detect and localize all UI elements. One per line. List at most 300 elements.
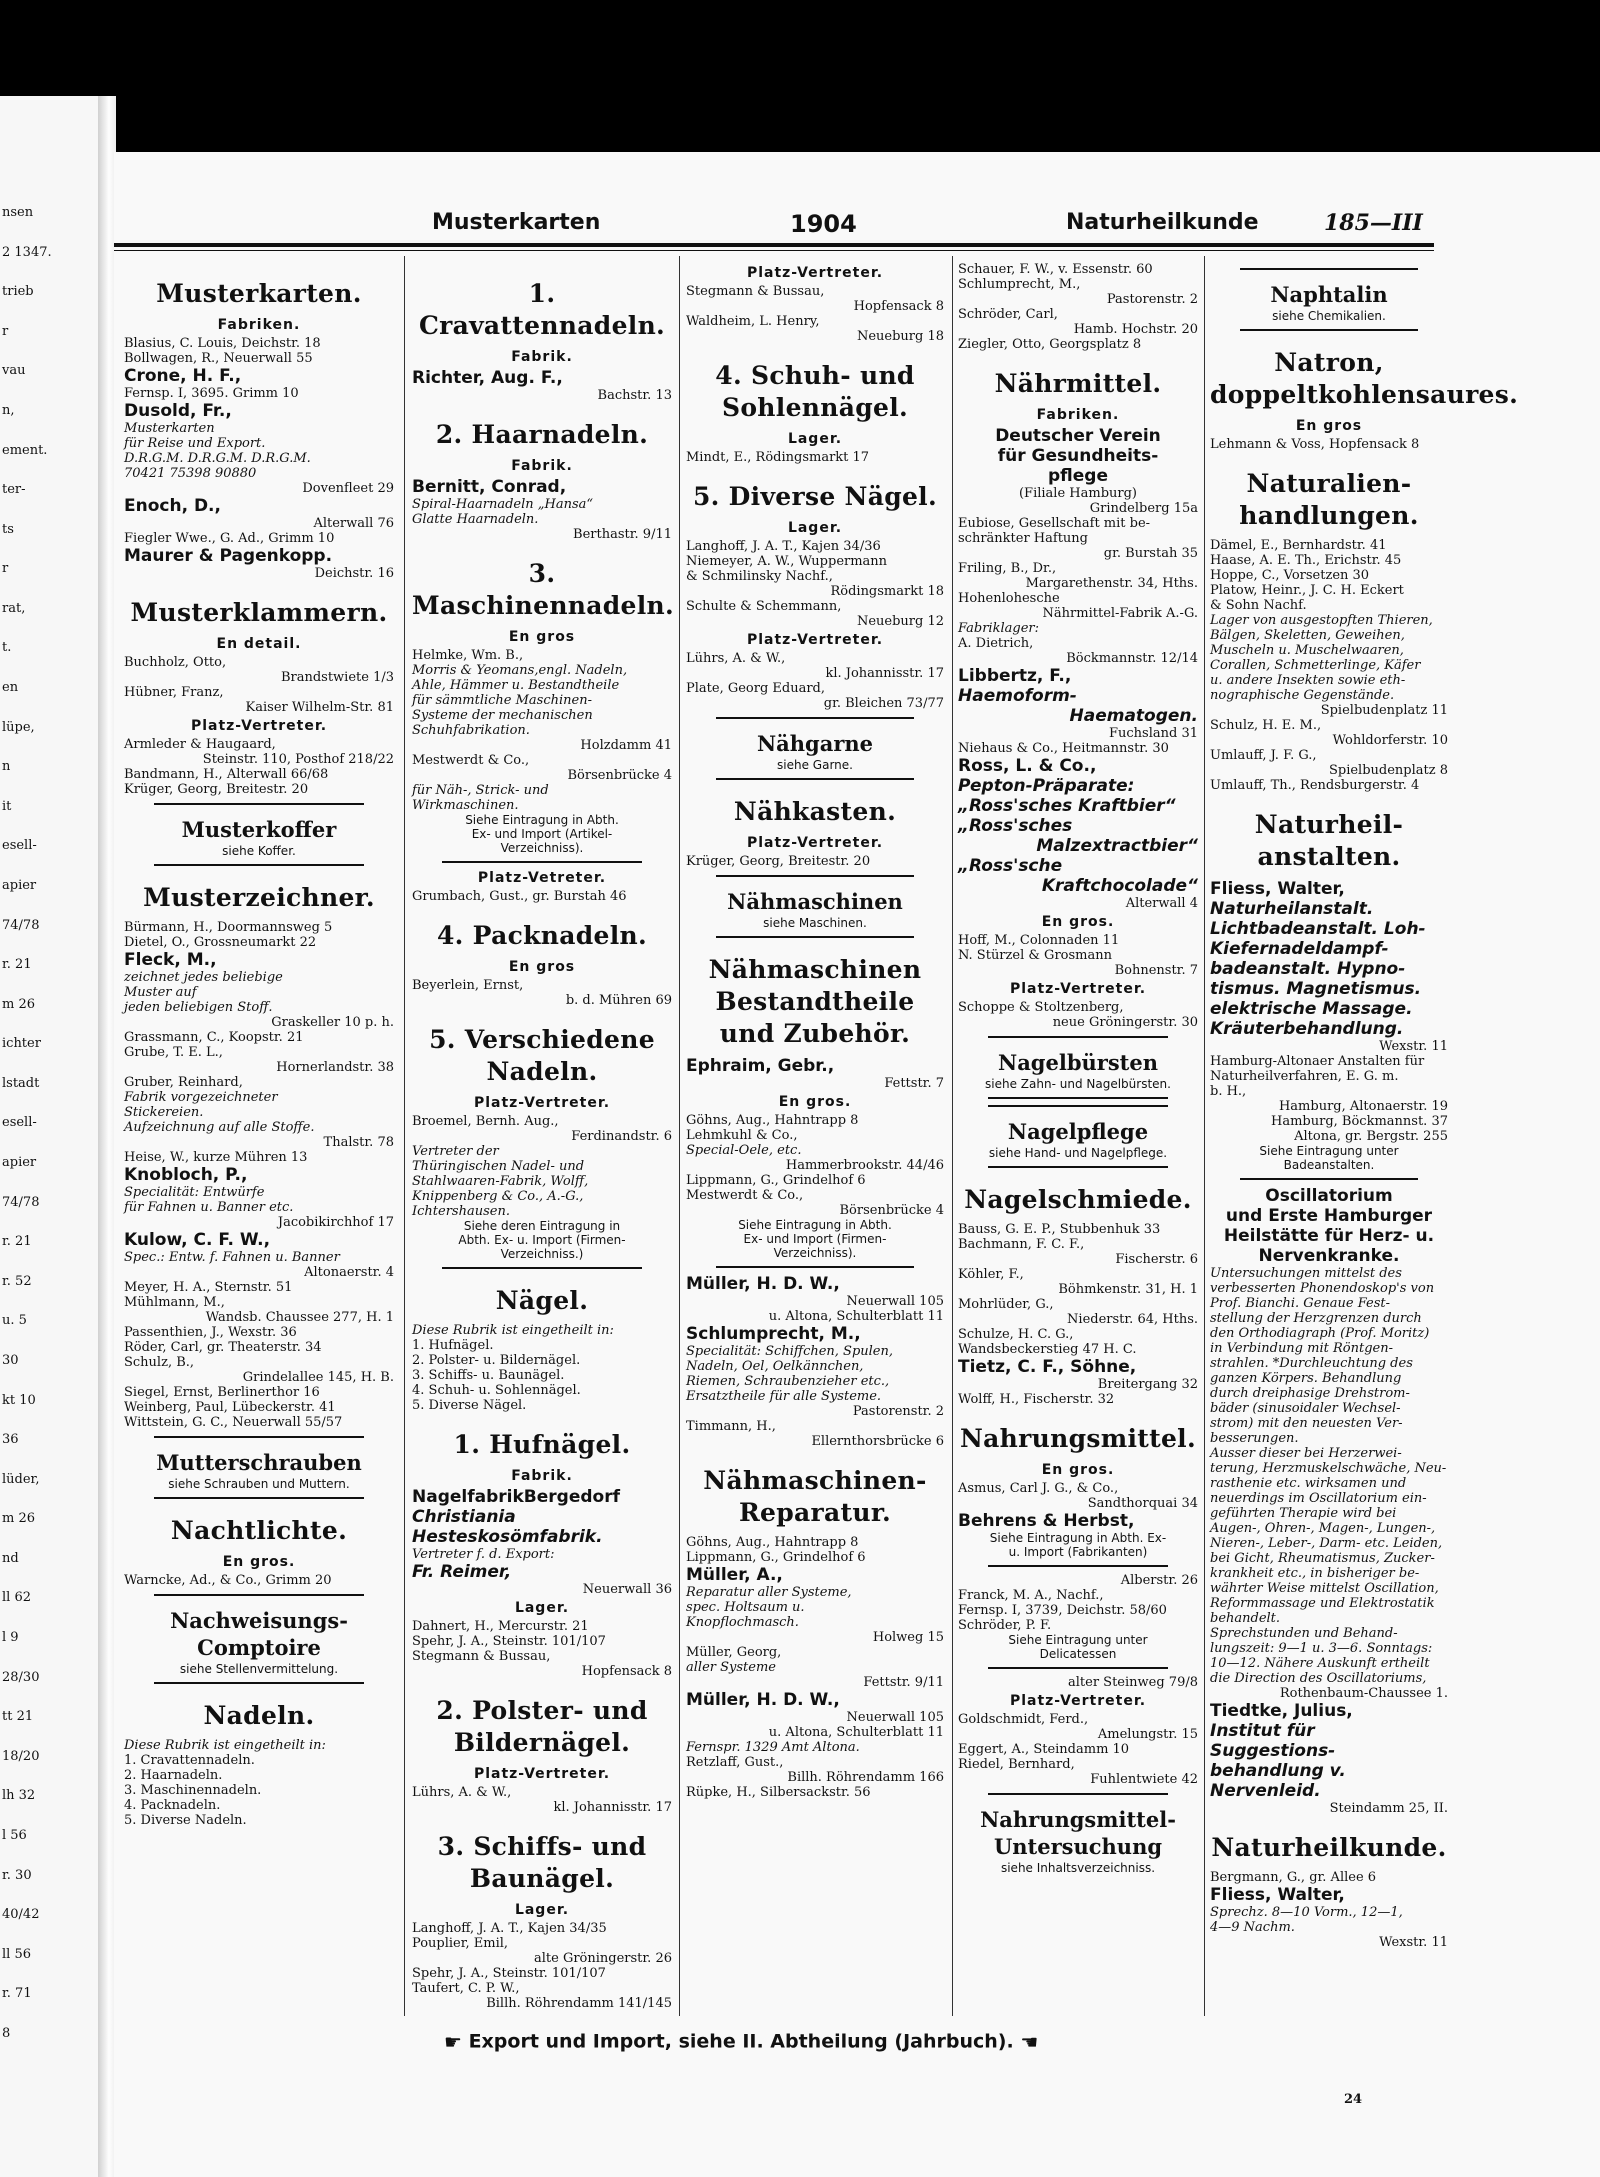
left-page-text: ll 62 <box>2 1590 31 1606</box>
entry: Broemel, Bernh. Aug., <box>412 1114 559 1129</box>
entry: Bergmann, G., gr. Allee 6 <box>1210 1870 1377 1885</box>
heading: Musterkarten. <box>156 279 362 308</box>
subheading: En gros <box>1295 418 1363 434</box>
firm-name: Libbertz, F., <box>958 666 1072 686</box>
entry-address: Amelungstr. 15 <box>1097 1727 1198 1742</box>
entry: Stegmann & Bussau, <box>412 1649 551 1664</box>
entry-address: neue Gröningerstr. 30 <box>1052 1015 1198 1030</box>
entry-address: Wandsb. Chaussee 277, H. 1 <box>205 1310 394 1325</box>
heading: 4. Schuh- und Sohlennägel. <box>715 361 915 422</box>
entry-note: 10—12. Nähere Auskunft ertheilt <box>1210 1656 1430 1671</box>
firm-tagline: Kraftchocolade“ <box>1041 876 1198 896</box>
entry-address: Wexstr. 11 <box>1379 1039 1448 1054</box>
left-page-text: lüpe, <box>2 719 35 735</box>
entry-note: 4—9 Nachm. <box>1210 1920 1295 1935</box>
left-page-text: u. 5 <box>2 1313 27 1329</box>
entry-note: Specialität: Entwürfe <box>124 1185 265 1200</box>
entry-note: Specialität: Schiffchen, Spulen, <box>686 1344 894 1359</box>
section-rule <box>154 1497 364 1499</box>
entry-address: Alberstr. 26 <box>1120 1573 1198 1588</box>
firm-name: Behrens & Herbst, <box>958 1511 1135 1531</box>
cross-reference: siehe Garne. <box>777 758 853 772</box>
heading: Nägel. <box>495 1286 589 1315</box>
entry-address: Rothenbaum-Chaussee 1. <box>1279 1686 1448 1701</box>
entry: Grube, T. E. L., <box>124 1045 223 1060</box>
firm-tagline: elektrische Massage. <box>1210 999 1413 1019</box>
cross-reference: siehe Chemikalien. <box>1272 309 1386 323</box>
cross-reference: siehe Zahn- und Nagelbürsten. <box>985 1077 1171 1091</box>
entry-address: Steinstr. 110, Posthof 218/22 <box>202 752 394 767</box>
entry-address: Steindamm 25, II. <box>1329 1801 1448 1816</box>
entry: 4. Schuh- u. Sohlennägel. <box>412 1383 581 1398</box>
left-page-text: lh 32 <box>2 1788 36 1804</box>
cross-reference: Badeanstalten. <box>1283 1158 1375 1172</box>
entry-note: besserungen. <box>1210 1431 1299 1446</box>
entry-address: Hamburg, Altonaerstr. 19 <box>1278 1099 1448 1114</box>
firm-tagline: Christiania <box>412 1507 516 1527</box>
entry: Siegel, Ernst, Berlinerthor 16 <box>124 1385 320 1400</box>
rubric-heading: Nahrungsmittel- <box>980 1807 1176 1832</box>
cross-reference: siehe Maschinen. <box>763 916 867 930</box>
cross-reference: Delicatessen <box>1039 1647 1117 1661</box>
entry-address: Ellernthorsbrücke 6 <box>811 1434 944 1449</box>
left-page-text: lstadt <box>2 1075 40 1091</box>
section-rule <box>442 861 642 863</box>
header-rule-thin <box>114 250 1434 251</box>
entry-address: Alterwall 4 <box>1125 896 1198 911</box>
left-page-text: ter- <box>2 482 26 498</box>
subheading: Lager. <box>514 1600 570 1616</box>
left-page-text: m 26 <box>2 1511 36 1527</box>
entry: Retzlaff, Gust., <box>686 1755 784 1770</box>
entry-note: terung, Herzmuskelschwäche, Neu- <box>1210 1461 1447 1476</box>
entry: Schoppe & Stoltzenberg, <box>958 1000 1124 1015</box>
left-page-text: apier <box>2 877 37 893</box>
entry-address: Hopfensack 8 <box>581 1664 672 1679</box>
left-page-text: esell- <box>2 838 37 854</box>
heading: Nagelschmiede. <box>964 1185 1192 1214</box>
entry: Wandsbeckerstieg 47 H. C. <box>958 1342 1137 1357</box>
entry-note: verbesserten Phonendoskop's von <box>1210 1281 1435 1296</box>
firm-name: Richter, Aug. F., <box>412 368 563 388</box>
entry: Niehaus & Co., Heitmannstr. 30 <box>958 741 1169 756</box>
firm-name: Fleck, M., <box>124 950 217 970</box>
entry-note: strom) mit den neuesten Ver- <box>1210 1416 1403 1431</box>
section-rule <box>154 803 364 805</box>
section-rule <box>1240 268 1418 270</box>
left-page-text: l 9 <box>2 1630 19 1645</box>
entry-note: Nadeln, Oel, Oelkännchen, <box>686 1359 864 1374</box>
firm-tagline: Malzextractbier“ <box>1036 836 1198 856</box>
entry-address: Deichstr. 16 <box>314 566 394 581</box>
cross-reference: siehe Inhaltsverzeichniss. <box>1000 1861 1156 1875</box>
entry: 5. Diverse Nadeln. <box>124 1813 247 1828</box>
firm-tagline: Hesteskosömfabrik. <box>412 1527 603 1547</box>
entry-note: Untersuchungen mittelst des <box>1210 1266 1402 1281</box>
cross-reference: siehe Stellenvermittelung. <box>179 1662 339 1676</box>
entry-note: jeden beliebigen Stoff. <box>124 1000 273 1015</box>
section-rule <box>988 1097 1168 1099</box>
rubric-heading: Naphtalin <box>1270 282 1388 307</box>
firm-tagline: Haematogen. <box>1069 706 1198 726</box>
firm-name: NagelfabrikBergedorf <box>412 1487 620 1507</box>
entry: Lippmann, G., Grindelhof 6 <box>686 1173 866 1188</box>
entry: Timmann, H., <box>686 1419 776 1434</box>
firm-name: pflege <box>1048 466 1108 486</box>
entry-address: b. d. Mühren 69 <box>565 993 672 1008</box>
entry: Schlumprecht, M., <box>958 277 1081 292</box>
entry-address: Böhmkenstr. 31, H. 1 <box>1058 1282 1198 1297</box>
section-rule <box>716 778 914 780</box>
firm-name: und Erste Hamburger <box>1225 1206 1433 1226</box>
entry: Hoppe, C., Vorsetzen 30 <box>1210 568 1370 583</box>
rubric-heading: Nähmaschinen <box>727 889 903 914</box>
entry: Krüger, Georg, Breitestr. 20 <box>686 854 871 869</box>
left-page-text: ts <box>2 521 14 537</box>
cross-reference: siehe Schrauben und Muttern. <box>168 1477 350 1491</box>
firm-tagline: Kiefernadeldampf- <box>1210 939 1389 959</box>
entry: Lippmann, G., Grindelhof 6 <box>686 1550 866 1565</box>
entry-address: Kaiser Wilhelm-Str. 81 <box>245 700 394 715</box>
entry: Schulte & Schemmann, <box>686 599 842 614</box>
entry-note: neuerdings im Oscillatorium ein- <box>1210 1491 1427 1506</box>
entry-address: Jacobikirchhof 17 <box>277 1215 394 1230</box>
firm-tagline: Suggestions- <box>1210 1741 1336 1761</box>
firm-tagline: tismus. Magnetismus. <box>1210 979 1422 999</box>
entry-address: Breitergang 32 <box>1097 1377 1198 1392</box>
heading: Musterklammern. <box>130 598 388 627</box>
subheading: Fabrik. <box>511 1468 573 1484</box>
heading: 2. Polster- und Bildernägel. <box>436 1696 648 1757</box>
subheading: Platz-Vetreter. <box>477 870 607 886</box>
left-page-text: n, <box>2 402 15 418</box>
left-page-text: r. 21 <box>2 957 32 973</box>
heading: Nahrungsmittel. <box>960 1424 1196 1453</box>
left-page-text: esell- <box>2 1115 37 1131</box>
cross-reference: Siehe Eintragung unter <box>1259 1144 1399 1158</box>
heading: Nadeln. <box>203 1701 315 1730</box>
entry-address: Wohldorferstr. 10 <box>1332 733 1448 748</box>
firm-tagline: Naturheilanstalt. <box>1210 899 1374 919</box>
entry-address: Fischerstr. 6 <box>1115 1252 1198 1267</box>
subheading: Platz-Vertreter. <box>1009 981 1147 997</box>
entry-address: alter Steinweg 79/8 <box>1068 1675 1198 1690</box>
entry: Passenthien, J., Wexstr. 36 <box>124 1325 297 1340</box>
entry-note: Fabrik vorgezeichneter <box>124 1090 278 1105</box>
entry-address: Holweg 15 <box>872 1630 944 1645</box>
entry: N. Stürzel & Grosmann <box>958 948 1112 963</box>
heading: Nähmaschinen- Reparatur. <box>703 1466 927 1527</box>
cross-reference: u. Import (Fabrikanten) <box>1008 1545 1148 1559</box>
left-page-text: r. 21 <box>2 1234 32 1250</box>
entry: 1. Hufnägel. <box>412 1338 494 1353</box>
left-page-text: vau <box>2 363 26 379</box>
firm-name: Heilstätte für Herz- u. <box>1223 1226 1435 1246</box>
subheading: En gros <box>508 959 576 975</box>
section-rule <box>154 1594 364 1596</box>
left-page-text: 2 1347. <box>2 244 52 260</box>
left-page-text: n <box>2 759 11 775</box>
cross-reference: Siehe Eintragung unter <box>1008 1633 1148 1647</box>
entry: Helmke, Wm. B., <box>412 648 524 663</box>
entry-note: 70421 75398 90880 <box>124 466 257 481</box>
entry: Spehr, J. A., Steinstr. 101/107 <box>412 1966 606 1981</box>
cross-reference: Ex- und Import (Artikel- <box>471 827 613 841</box>
entry-note: Bälgen, Skeletten, Geweihen, <box>1210 628 1405 643</box>
entry-address: Sandthorquai 34 <box>1087 1496 1198 1511</box>
entry-address: Hopfensack 8 <box>853 299 944 314</box>
subheading: Lager. <box>787 520 843 536</box>
entry-note: Vertreter der <box>412 1144 499 1159</box>
section-rule <box>1240 329 1418 331</box>
firm-name: Kulow, C. F. W., <box>124 1230 271 1250</box>
firm-name: Schlumprecht, M., <box>686 1324 861 1344</box>
entry-address: Hamburg, Böckmannst. 37 <box>1271 1114 1448 1129</box>
entry: Bauss, G. E. P., Stubbenhuk 33 <box>958 1222 1161 1237</box>
entry-note: für Fahnen u. Banner etc. <box>124 1200 294 1215</box>
section-rule <box>716 875 914 877</box>
column-5 <box>1210 262 1519 1950</box>
left-page-text: tt 21 <box>2 1709 34 1725</box>
rubric-heading: Nagelpflege <box>1007 1119 1149 1144</box>
left-page-text: 8 <box>2 2025 11 2041</box>
entry: Weinberg, Paul, Lübeckerstr. 41 <box>124 1400 336 1415</box>
entry: schränkter Haftung <box>958 531 1088 546</box>
subheading: Platz-Vertreter. <box>1009 1693 1147 1709</box>
entry: Plate, Georg Eduard, <box>686 681 826 696</box>
cross-reference: Siehe Eintragung in Abth. Ex- <box>989 1531 1167 1545</box>
entry: & Sohn Nachf. <box>1210 598 1307 613</box>
left-page-text: r <box>2 323 9 339</box>
entry: b. H., <box>1210 1084 1247 1099</box>
entry: Rüpke, H., Silbersackstr. 56 <box>686 1785 871 1800</box>
entry-note: Musterkarten <box>124 421 215 436</box>
entry: 3. Maschinennadeln. <box>124 1783 262 1798</box>
entry: Köhler, F., <box>958 1267 1024 1282</box>
heading: Nachtlichte. <box>170 1516 348 1545</box>
entry: Hamburg-Altonaer Anstalten für <box>1210 1054 1425 1069</box>
entry: Hübner, Franz, <box>124 685 224 700</box>
entry-note: Riemen, Schraubenzieher etc., <box>686 1374 890 1389</box>
entry-address: Dovenfleet 29 <box>302 481 394 496</box>
subheading: Lager. <box>787 431 843 447</box>
entry-note: Vertreter f. d. Export: <box>412 1547 555 1562</box>
subheading: Platz-Vertreter. <box>190 718 328 734</box>
entry: 2. Haarnadeln. <box>124 1768 223 1783</box>
entry: Buchholz, Otto, <box>124 655 227 670</box>
section-rule <box>154 864 364 866</box>
entry: Langhoff, J. A. T., Kajen 34/35 <box>412 1921 607 1936</box>
entry-address: Börsenbrücke 4 <box>567 768 672 783</box>
entry-note: Augen-, Ohren-, Magen-, Lungen-, <box>1210 1521 1436 1536</box>
cross-reference: Abth. Ex- u. Import (Firmen- <box>458 1233 626 1247</box>
firm-name: Müller, H. D. W., <box>686 1274 840 1294</box>
firm-tagline: Kräuterbehandlung. <box>1210 1019 1404 1039</box>
entry-note: Reparatur aller Systeme, <box>686 1585 852 1600</box>
left-page-text: lüder, <box>2 1471 40 1487</box>
entry-address: Nährmittel-Fabrik A.-G. <box>1042 606 1198 621</box>
entry-note: Fabriklager: <box>958 621 1039 636</box>
entry-note: bei Gicht, Rheumatismus, Zucker- <box>1210 1551 1435 1566</box>
entry: Fiegler Wwe., G. Ad., Grimm 10 <box>124 531 335 546</box>
entry: Mestwerdt & Co., <box>686 1188 804 1203</box>
running-head-right: Naturheilkunde <box>1066 210 1259 235</box>
entry-note: Spiral-Haarnadeln „Hansa“ <box>412 497 594 512</box>
entry: Lehmkuhl & Co., <box>686 1128 798 1143</box>
cross-reference: Verzeichniss.) <box>500 1247 584 1261</box>
heading: 5. Verschiedene Nadeln. <box>429 1025 655 1086</box>
entry: 2. Polster- u. Bildernägel. <box>412 1353 581 1368</box>
entry: Wittstein, G. C., Neuerwall 55/57 <box>124 1415 343 1430</box>
entry-note: Ahle, Hämmer u. Bestandtheile <box>412 678 620 693</box>
cross-reference: Ex- und Import (Firmen- <box>743 1232 887 1246</box>
entry: Lührs, A. & W., <box>686 651 786 666</box>
entry: Fernsp. I, 3739, Deichstr. 58/60 <box>958 1603 1167 1618</box>
entry-note: behandelt. <box>1210 1611 1281 1626</box>
entry: Schulz, H. E. M., <box>1210 718 1322 733</box>
entry: Schröder, P. F. <box>958 1618 1052 1633</box>
heading: 2. Haarnadeln. <box>435 420 649 449</box>
firm-name: Enoch, D., <box>124 496 221 516</box>
heading: 3. Maschinennadeln. <box>412 559 675 620</box>
pointing-hand-icon: ☛ <box>444 2030 462 2054</box>
entry: Warncke, Ad., & Co., Grimm 20 <box>124 1573 332 1588</box>
entry: Riedel, Bernhard, <box>958 1757 1075 1772</box>
entry-address: Altonaerstr. 4 <box>304 1265 394 1280</box>
subheading: Platz-Vertreter. <box>746 632 884 648</box>
entry: Dahnert, H., Mercurstr. 21 <box>412 1619 589 1634</box>
left-page-text: 30 <box>2 1352 19 1368</box>
left-page-text: l 56 <box>2 1827 27 1843</box>
entry: Grumbach, Gust., gr. Burstah 46 <box>412 889 627 904</box>
entry: Taufert, C. P. W., <box>412 1981 520 1996</box>
left-page-text: 74/78 <box>2 1194 40 1210</box>
entry: Mühlmann, M., <box>124 1295 225 1310</box>
entry: Heise, W., kurze Mühren 13 <box>124 1150 308 1165</box>
entry-note: Diese Rubrik ist eingetheilt in: <box>124 1738 326 1753</box>
entry-centered: (Filiale Hamburg) <box>1018 486 1137 501</box>
entry-note: D.R.G.M. D.R.G.M. D.R.G.M. <box>124 451 311 466</box>
entry: Lührs, A. & W., <box>412 1785 512 1800</box>
entry: Stegmann & Bussau, <box>686 284 825 299</box>
entry: Dämel, E., Bernhardstr. 41 <box>1210 538 1387 553</box>
subheading: En gros. <box>1041 914 1115 930</box>
firm-tagline: Fr. Reimer, <box>412 1562 512 1582</box>
firm-tagline: „Ross'sches <box>958 816 1073 836</box>
rubric-heading: Comptoire <box>197 1635 321 1660</box>
header-rule <box>114 243 1434 247</box>
firm-name: Ross, L. & Co., <box>958 756 1097 776</box>
entry-note: stellung der Herzgrenzen durch <box>1210 1311 1422 1326</box>
left-page-text: it <box>2 798 12 814</box>
heading: 1. Hufnägel. <box>453 1430 631 1459</box>
cross-reference: Siehe Eintragung in Abth. <box>465 813 619 827</box>
entry: Lehmann & Voss, Hopfensack 8 <box>1210 437 1420 452</box>
rubric-heading: Untersuchung <box>993 1834 1163 1859</box>
left-page-text: kt 10 <box>2 1392 36 1408</box>
column-4 <box>958 262 1198 1875</box>
entry-note: Ersatztheile für alle Systeme. <box>686 1389 882 1404</box>
left-page-text: r <box>2 561 9 577</box>
cross-reference: siehe Koffer. <box>222 844 296 858</box>
heading: Nähkasten. <box>733 797 897 826</box>
entry: Asmus, Carl J. G., & Co., <box>958 1481 1119 1496</box>
subheading: Platz-Vertreter. <box>746 265 884 281</box>
entry-address: Niederstr. 64, Hths. <box>1067 1312 1198 1327</box>
cross-reference: Siehe Eintragung in Abth. <box>738 1218 892 1232</box>
heading: Naturalien- handlungen. <box>1239 469 1419 530</box>
entry: Niemeyer, A. W., Wuppermann <box>686 554 888 569</box>
entry: Gruber, Reinhard, <box>124 1075 243 1090</box>
left-page-fragment <box>0 96 106 2177</box>
entry: Umlauff, J. F. G., <box>1210 748 1317 763</box>
entry-address: Rödingsmarkt 18 <box>830 584 944 599</box>
heading: Nähmaschinen Bestandtheile und Zubehör. <box>708 955 922 1048</box>
firm-name: Fliess, Walter, <box>1210 879 1345 899</box>
entry-address: Neuerwall 105 <box>846 1294 944 1309</box>
entry-address: Grindelberg 15a <box>1089 501 1198 516</box>
entry: Hoff, M., Colonnaden 11 <box>958 933 1120 948</box>
entry-address: Alterwall 76 <box>313 516 394 531</box>
column-divider <box>952 256 953 2016</box>
heading: 4. Packnadeln. <box>436 921 647 950</box>
entry-address: Pastorenstr. 2 <box>852 1404 944 1419</box>
firm-tagline: Institut für <box>1210 1721 1315 1741</box>
entry-address: u. Altona, Schulterblatt 11 <box>768 1725 944 1740</box>
cross-reference: Siehe deren Eintragung in <box>463 1219 621 1233</box>
entry-note: u. andere Insekten sowie eth- <box>1210 673 1406 688</box>
entry-note: Knopflochmasch. <box>686 1615 799 1630</box>
entry-note: den Orthodiagraph (Prof. Moritz) <box>1210 1326 1430 1341</box>
firm-name: Knobloch, P., <box>124 1165 248 1185</box>
entry: Göhns, Aug., Hahntrapp 8 <box>686 1535 859 1550</box>
left-page-text: 40/42 <box>2 1907 40 1923</box>
entry: Langhoff, J. A. T., Kajen 34/36 <box>686 539 881 554</box>
rubric-heading: Nähgarne <box>756 731 874 756</box>
section-rule <box>716 936 914 938</box>
entry-address: Ferdinandstr. 6 <box>571 1129 672 1144</box>
subheading: Lager. <box>514 1902 570 1918</box>
left-page-text: nsen <box>2 205 34 220</box>
entry-address: Brandstwiete 1/3 <box>280 670 394 685</box>
column-1 <box>124 262 394 1828</box>
entry: Spehr, J. A., Steinstr. 101/107 <box>412 1634 606 1649</box>
entry-note: Glatte Haarnadeln. <box>412 512 539 527</box>
entry-note: Nieren-, Leber-, Darm- etc. Leiden, <box>1210 1536 1443 1551</box>
firm-tagline: Pepton-Präparate: <box>958 776 1135 796</box>
entry-note: rasthenie etc. wirksamen und <box>1210 1476 1407 1491</box>
entry-address: Wexstr. 11 <box>1379 1935 1448 1950</box>
entry: Pouplier, Emil, <box>412 1936 509 1951</box>
entry-note: Systeme der mechanischen <box>412 708 593 723</box>
subheading: En gros <box>508 629 576 645</box>
firm-name: Deutscher Verein <box>995 426 1161 446</box>
subheading: Platz-Vertreter. <box>473 1095 611 1111</box>
subheading: En detail. <box>216 636 302 652</box>
left-page-text: 28/30 <box>2 1669 40 1685</box>
entry-address: Hamb. Hochstr. 20 <box>1073 322 1198 337</box>
firm-name: Tietz, C. F., Söhne, <box>958 1357 1137 1377</box>
column-divider <box>1204 256 1205 2016</box>
entry-note: Morris & Yeomans,engl. Nadeln, <box>412 663 628 678</box>
entry: Fernsp. I, 3695. Grimm 10 <box>124 386 299 401</box>
entry: A. Dietrich, <box>958 636 1034 651</box>
entry-note: Sprechstunden und Behand- <box>1210 1626 1398 1641</box>
entry: Eubiose, Gesellschaft mit be- <box>958 516 1151 531</box>
entry: Franck, M. A., Nachf., <box>958 1588 1104 1603</box>
firm-tagline: behandlung v. <box>1210 1761 1346 1781</box>
entry: 1. Cravattennadeln. <box>124 1753 255 1768</box>
